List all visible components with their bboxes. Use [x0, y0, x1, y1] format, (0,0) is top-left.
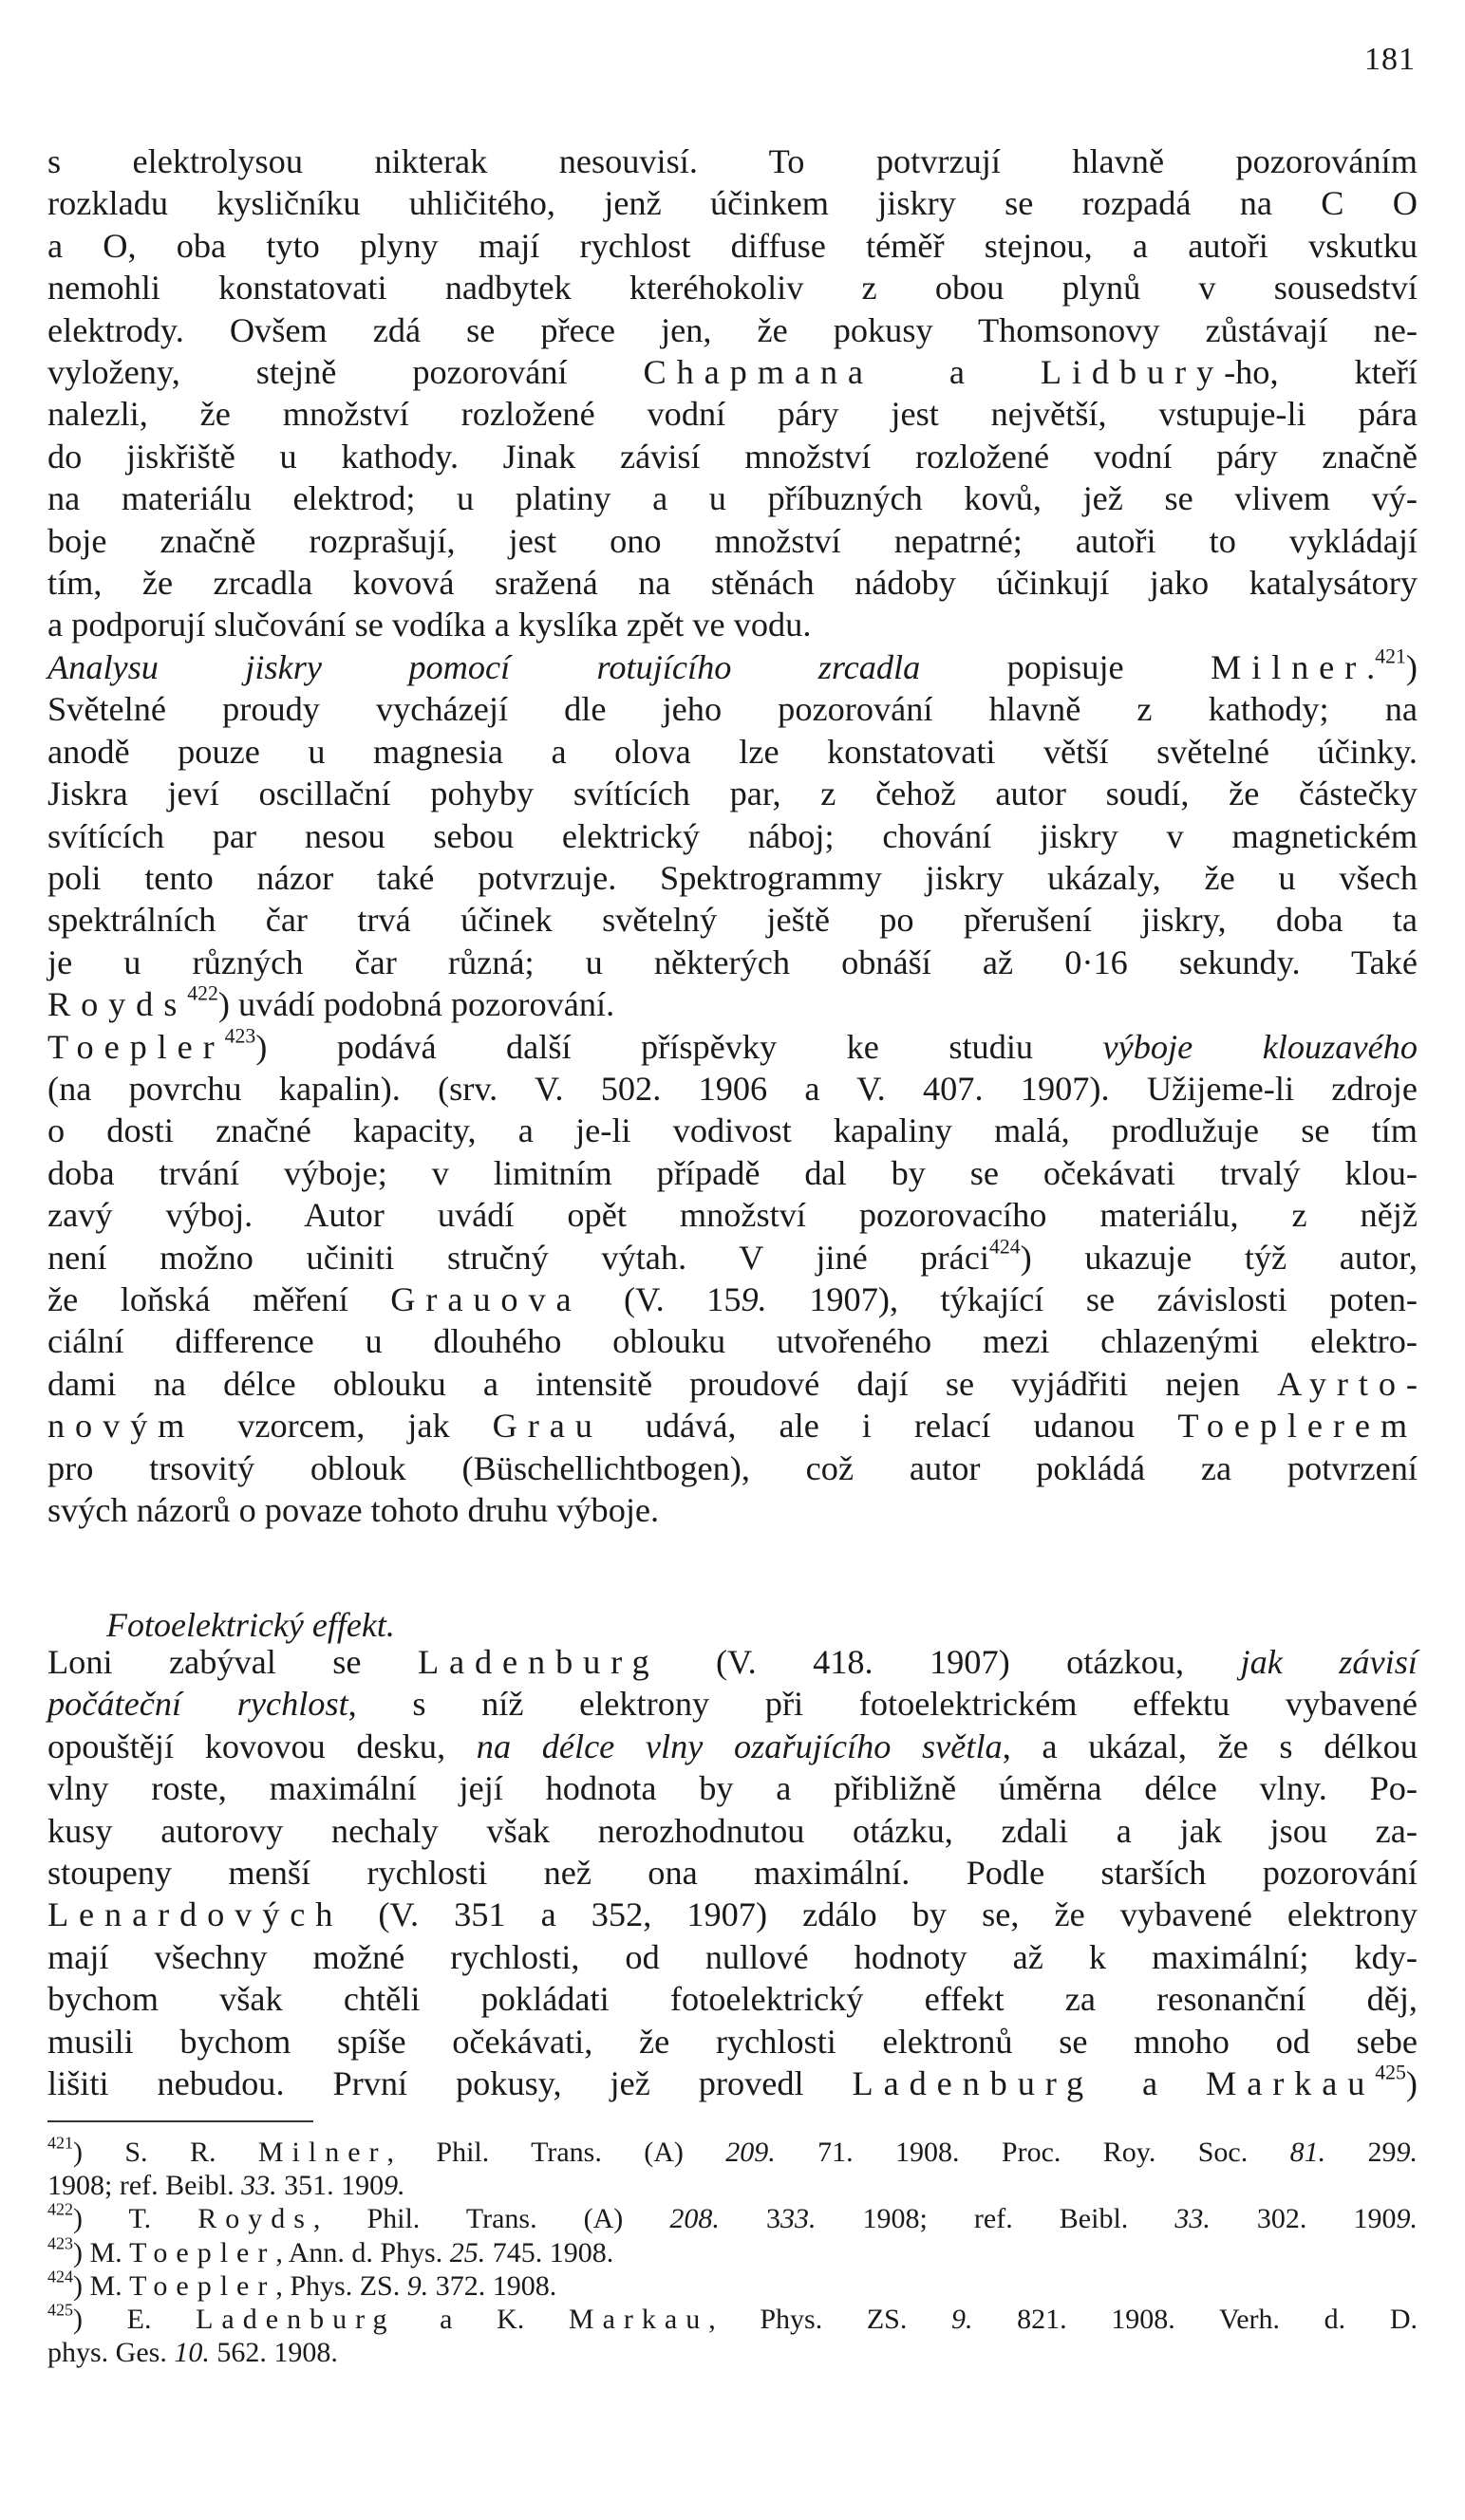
text-line: svých názorů o povaze tohoto druhu výboje.: [47, 1491, 660, 1529]
footnotes: [47, 2133, 1418, 2369]
text-line: na materiálu elektrod; u platiny a u příbuzných kovů, jež se vlivem vý-: [47, 479, 1418, 518]
footnote-line: $^{422}$) T. Royds, Phil. Trans. (A) 208. 333. 1908; ref. Beibl. 33. 302. 1909.: [47, 2199, 1418, 2235]
footnote-divider: [47, 2120, 313, 2122]
text-line: kusy autorovy nechaly však nerozhodnutou otázku, zdali a jak jsou za-: [47, 1811, 1418, 1850]
text-line: svítících par nesou sebou elektrický náboj; chování jiskry v magnetickém: [47, 816, 1418, 855]
text-line: není možno učiniti stručný výtah. V jiné práci$^{424}$) ukazuje týž autor,: [47, 1235, 1418, 1277]
text-line: doba trvání výboje; v limitním případě dal by se očekávati trvalý klou-: [47, 1153, 1418, 1192]
text-line: nalezli, že množství rozložené vodní páry jest největší, vstupuje-li pára: [47, 395, 1418, 434]
body-text-top: [47, 140, 1418, 1531]
body-text-bottom: [47, 1641, 1418, 2104]
text-line: lišiti nebudou. První pokusy, jež provedl Ladenburg a Markau$^{425}$): [47, 2061, 1418, 2103]
text-line: novým vzorcem, jak Grau udává, ale i relací udanou Toeplerem: [47, 1407, 1418, 1446]
text-line: Lenardových (V. 351 a 352, 1907) zdálo by se, že vybavené elektrony: [47, 1895, 1418, 1934]
footnote-line: $^{421}$) S. R. Milner, Phil. Trans. (A) 209. 71. 1908. Proc. Roy. Soc. 81. 299.: [47, 2133, 1418, 2168]
text-line: vlny roste, maximální její hodnota by a přibližně úměrna délce vlny. Po-: [47, 1769, 1418, 1808]
footnote-line: $^{424}$) M. Toepler, Phys. ZS. 9. 372. 1908.: [47, 2267, 557, 2302]
text-line: (na povrchu kapalin). (srv. V. 502. 1906 a V. 407. 1907). Užijeme-li zdroje: [47, 1069, 1418, 1108]
text-line: je u různých čar různá; u některých obnáší až 0·16 sekundy. Také: [47, 943, 1418, 981]
text-line: stoupeny menší rychlosti než ona maximální. Podle starších pozorování: [47, 1854, 1418, 1893]
page-number: 181: [1364, 42, 1416, 77]
text-line: poli tento názor také potvrzuje. Spektrogrammy jiskry ukázaly, že u všech: [47, 858, 1418, 897]
footnote-line: 1908; ref. Beibl. 33. 351. 1909.: [47, 2170, 405, 2202]
text-line: mají všechny možné rychlosti, od nullové hodnoty až k maximální; kdy-: [47, 1937, 1418, 1976]
text-line: Jiskra jeví oscillační pohyby svítících par, z čehož autor soudí, že částečky: [47, 775, 1418, 813]
text-line: Světelné proudy vycházejí dle jeho pozorování hlavně z kathody; na: [47, 690, 1418, 729]
text-line: spektrálních čar trvá účinek světelný ještě po přerušení jiskry, doba ta: [47, 901, 1418, 940]
text-line: elektrody. Ovšem zdá se přece jen, že pokusy Thomsonovy zůstávají ne-: [47, 310, 1418, 349]
text-line: musili bychom spíše očekávati, že rychlosti elektronů se mnoho od sebe: [47, 2022, 1418, 2061]
text-line: opouštějí kovovou desku, na délce vlny ozařujícího světla, a ukázal, že s délkou: [47, 1727, 1418, 1765]
text-line: rozkladu kysličníku uhličitého, jenž účinkem jiskry se rozpadá na C O: [47, 184, 1418, 223]
text-line: a podporují slučování se vodíka a kyslíka zpět ve vodu.: [47, 606, 812, 644]
text-line: tím, že zrcadla kovová sražená na stěnách nádoby účinkují jako katalysátory: [47, 564, 1418, 603]
text-line: anodě pouze u magnesia a olova lze konstatovati větší světelné účinky.: [47, 732, 1418, 771]
text-line: o dosti značné kapacity, a je-li vodivost kapaliny malá, prodlužuje se tím: [47, 1111, 1418, 1150]
text-line: Analysu jiskry pomocí rotujícího zrcadla popisuje Milner.$^{421}$): [47, 644, 1418, 686]
text-line: Toepler$^{423}$) podává další příspěvky ke studiu výboje klouzavého: [47, 1024, 1418, 1066]
text-line: Royds$^{422}$) uvádí podobná pozorování.: [47, 981, 615, 1024]
section-heading: Fotoelektrický effekt.: [106, 1606, 395, 1644]
text-line: počáteční rychlost, s níž elektrony při fotoelektrickém effektu vybavené: [47, 1685, 1418, 1724]
text-line: zavý výboj. Autor uvádí opět množství pozorovacího materiálu, z nějž: [47, 1196, 1418, 1235]
text-line: s elektrolysou nikterak nesouvisí. To potvrzují hlavně pozorováním: [47, 142, 1418, 180]
text-line: a O, oba tyto plyny mají rychlost diffuse téměř stejnou, a autoři vskutku: [47, 226, 1418, 265]
text-line: nemohli konstatovati nadbytek kteréhokoliv z obou plynů v sousedství: [47, 269, 1418, 308]
footnote-line: phys. Ges. 10. 562. 1908.: [47, 2337, 338, 2369]
text-line: pro trsovitý oblouk (Büschellichtbogen), což autor pokládá za potvrzení: [47, 1448, 1418, 1487]
text-line: Loni zabýval se Ladenburg (V. 418. 1907) otázkou, jak závisí: [47, 1643, 1418, 1681]
footnote-line: $^{423}$) M. Toepler, Ann. d. Phys. 25. 745. 1908.: [47, 2233, 614, 2268]
text-line: bychom však chtěli pokládati fotoelektrický effekt za resonanční děj,: [47, 1980, 1418, 2019]
text-line: vyloženy, stejně pozorování Chapmana a Lidbury-ho, kteří: [47, 353, 1418, 392]
text-line: boje značně rozprašují, jest ono množství nepatrné; autoři to vykládají: [47, 521, 1418, 560]
text-line: do jiskřiště u kathody. Jinak závisí množství rozložené vodní páry značně: [47, 437, 1418, 476]
text-line: dami na délce oblouku a intensitě proudové dají se vyjádřiti nejen Ayrto-: [47, 1364, 1418, 1403]
footnote-line: $^{425}$) E. Ladenburg a K. Markau, Phys. ZS. 9. 821. 1908. Verh. d. D.: [47, 2300, 1418, 2336]
text-line: ciální difference u dlouhého oblouku utvořeného mezi chlazenými elektro-: [47, 1322, 1418, 1361]
text-line: že loňská měření Grauova (V. 159. 1907), týkající se závislosti poten-: [47, 1279, 1418, 1318]
